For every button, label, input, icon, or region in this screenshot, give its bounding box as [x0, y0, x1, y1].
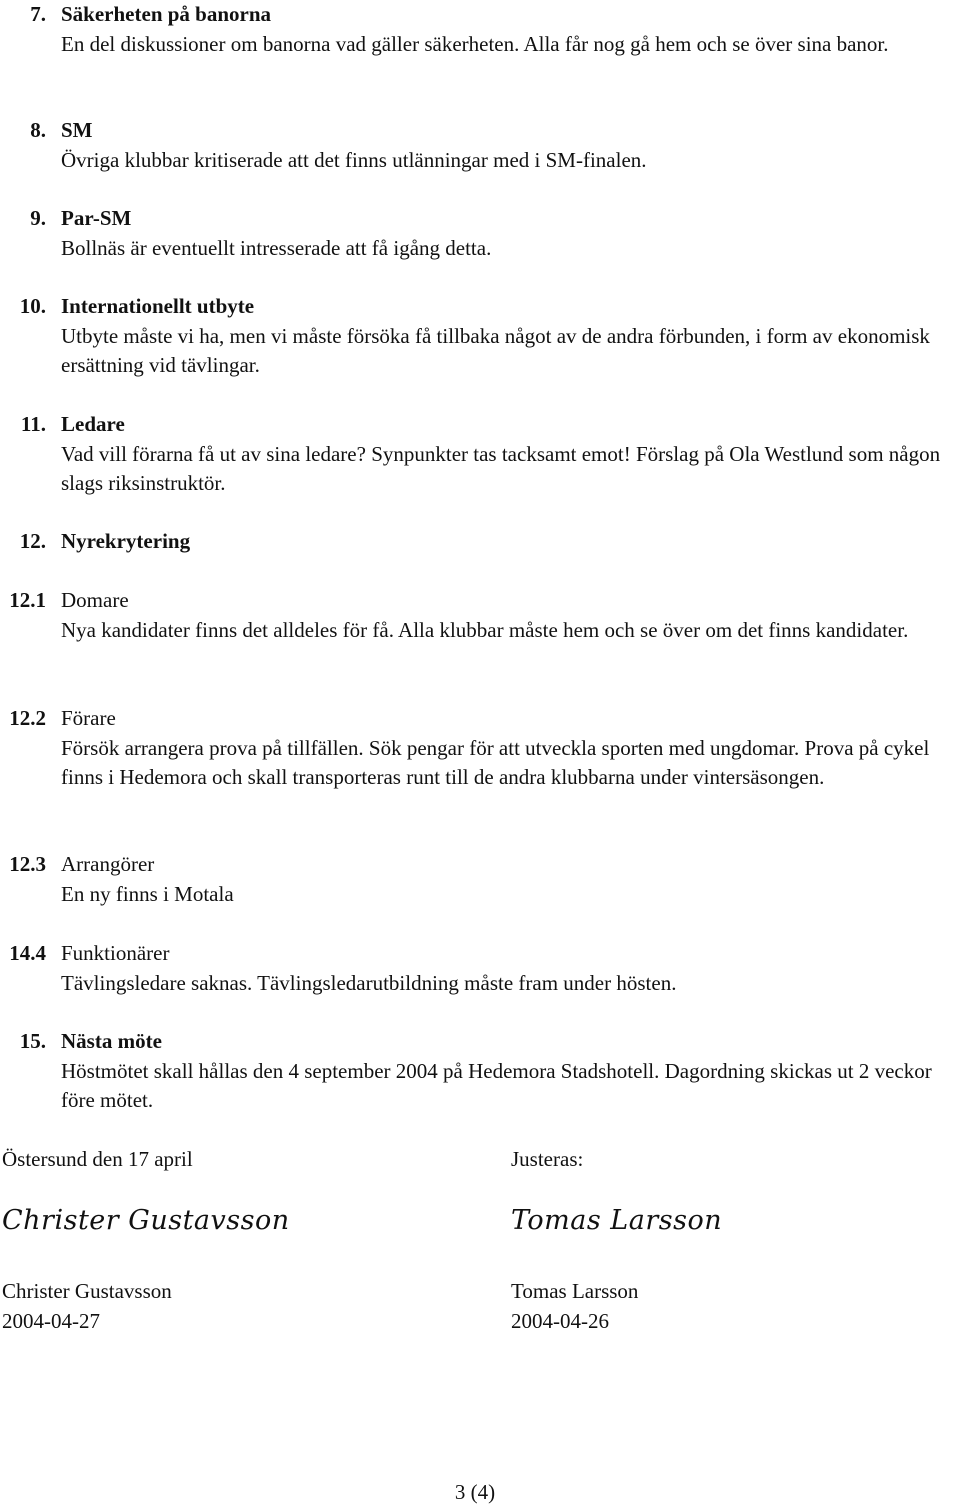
item-text: Bollnäs är eventuellt intresserade att få igång detta.: [61, 235, 492, 260]
item-text: Övriga klubbar kritiserade att det finns utlänningar med i SM-finalen.: [61, 147, 647, 172]
signer-left: [2, 1277, 172, 1336]
item-text: Höstmötet skall hållas den 4 september 2004 på Hedemora Stadshotell. Dagordning skickas ut 2 veckor före mötet.: [61, 1058, 932, 1112]
item-number: 7.: [30, 2, 46, 26]
item-heading: Arrangörer: [61, 852, 155, 876]
signature-left: [2, 1206, 290, 1236]
signer-name: Tomas Larsson: [511, 1279, 639, 1303]
item-number: 12.1: [9, 588, 46, 612]
item-number: 8.: [30, 118, 46, 142]
item-number: 9.: [30, 206, 46, 230]
item-heading: Internationellt utbyte: [61, 294, 255, 318]
item-text: Tävlingsledare saknas. Tävlingsledarutbildning måste fram under hösten.: [61, 970, 677, 995]
justeras-label: Justeras:: [511, 1147, 584, 1171]
item-number: 11.: [20, 412, 46, 436]
item-text: Nya kandidater finns det alldeles för få. Alla klubbar måste hem och se över om det finns kandidater.: [61, 617, 909, 642]
item-heading: Domare: [61, 588, 129, 612]
item-text: Utbyte måste vi ha, men vi måste försöka få tillbaka något av de andra förbunden, i form av ekonomisk ersättning vid tävlingar.: [61, 323, 930, 377]
signature-text: Tomas Larsson: [511, 1205, 723, 1236]
item-heading: Nästa möte: [61, 1029, 162, 1053]
signer-date: 2004-04-26: [511, 1308, 609, 1333]
signer-date: 2004-04-27: [2, 1308, 100, 1333]
item-heading: SM: [61, 118, 93, 142]
item-text: Vad vill förarna få ut av sina ledare? Synpunkter tas tacksamt emot! Förslag på Ola Westlund som någon slags riksinstruktör.: [61, 441, 941, 495]
item-text: En ny finns i Motala: [61, 881, 234, 906]
signer-name: Christer Gustavsson: [2, 1279, 172, 1303]
item-heading: Par-SM: [61, 206, 132, 230]
item-heading: Nyrekrytering: [61, 529, 191, 553]
item-heading: Funktionärer: [61, 941, 170, 965]
item-heading: Förare: [61, 706, 116, 730]
item-number: 12.: [19, 529, 46, 553]
item-heading: Säkerheten på banorna: [61, 2, 272, 26]
item-text: Försök arrangera prova på tillfällen. Sök pengar för att utveckla sporten med ungdomar. Prova på cykel finns i Hedemora och skall transporteras runt till de andra klubbarna under vintersäsongen.: [61, 735, 930, 789]
item-number: 14.4: [9, 941, 46, 965]
signature-right: [511, 1206, 722, 1236]
item-heading: Ledare: [61, 412, 125, 436]
item-number: 15.: [19, 1029, 46, 1053]
signer-right: [511, 1277, 638, 1336]
item-number: 12.2: [9, 706, 46, 730]
item-text: En del diskussioner om banorna vad gäller säkerheten. Alla får nog gå hem och se över sina banor.: [61, 31, 889, 56]
signature-text: Christer Gustavsson: [2, 1205, 290, 1236]
item-number: 12.3: [9, 852, 46, 876]
page-number: 3 (4): [454, 1480, 496, 1504]
place-date: Östersund den 17 april: [2, 1147, 193, 1171]
item-number: 10.: [19, 294, 46, 318]
